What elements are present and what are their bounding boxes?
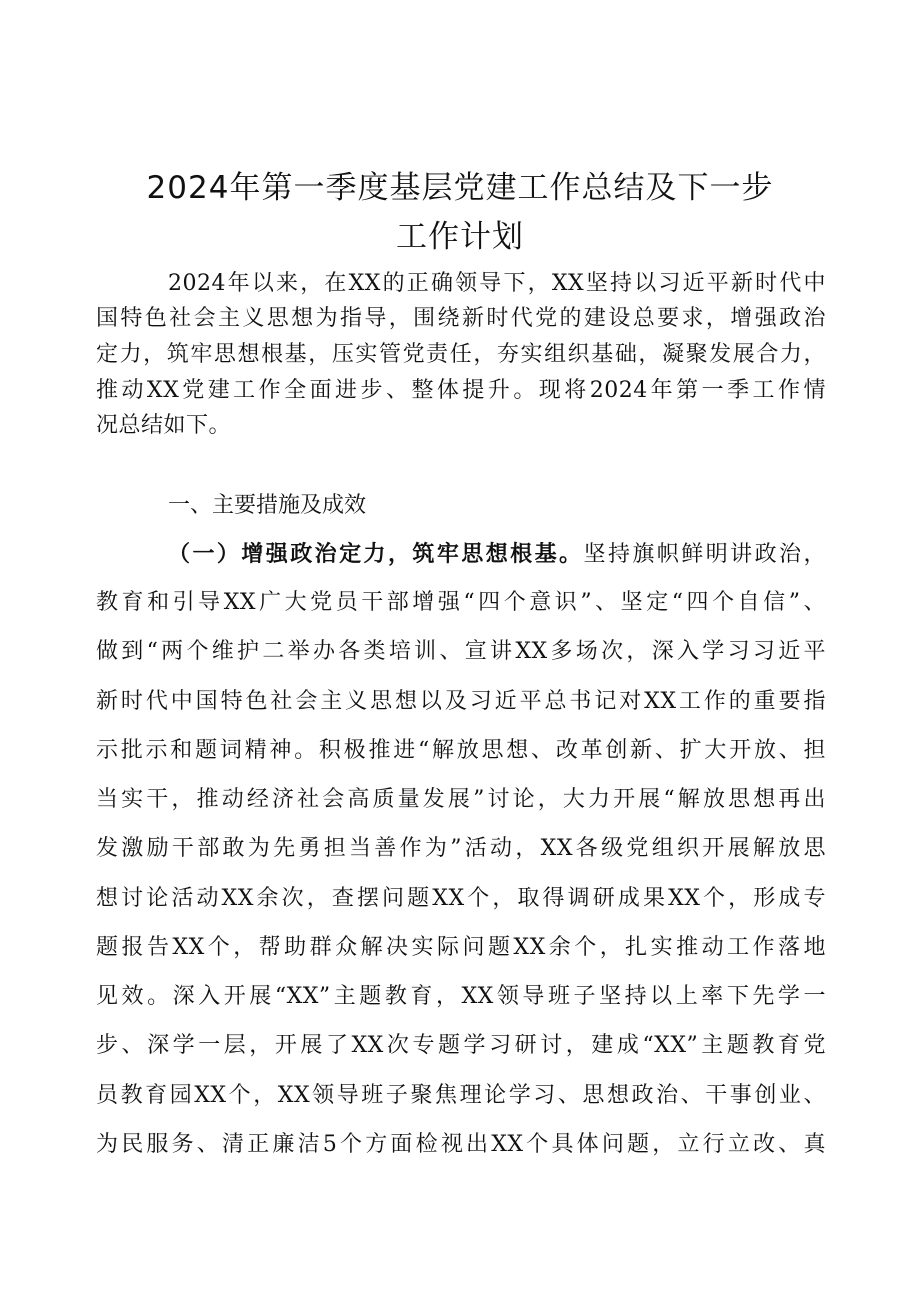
body-line: 员教育园XX个，XX领导班子聚焦理论学习、思想政治、干事创业、	[96, 1083, 826, 1108]
body-line: 示批示和题词精神。积极推进“解放思想、改革创新、扩大开放、担	[96, 738, 826, 763]
body-line: 发激励干部敢为先勇担当善作为”活动，XX各级党组织开展解放思	[96, 836, 826, 861]
subsection-text: 坚持旗帜鲜明讲政治，	[583, 542, 826, 567]
intro-line: 定力，筑牢思想根基，压实管党责任，夯实组织基础，凝聚发展合力，	[96, 342, 826, 367]
section-heading: 一、主要措施及成效	[168, 493, 367, 518]
intro-line: 国特色社会主义思想为指导，围绕新时代党的建设总要求，增强政治	[96, 306, 826, 331]
body-line: 想讨论活动XX余次，查摆问题XX个，取得调研成果XX个，形成专	[96, 886, 826, 911]
document-title-line-2: 工作计划	[396, 219, 524, 255]
body-line: 做到“两个维护二举办各类培训、宣讲XX多场次，深入学习习近平	[96, 639, 826, 664]
intro-line: 推动XX党建工作全面进步、整体提升。现将2024年第一季工作情	[96, 378, 826, 403]
subsection-heading: （一）增强政治定力，筑牢思想根基。	[168, 541, 584, 567]
body-line: 为民服务、清正廉洁5个方面检视出XX个具体问题，立行立改、真	[96, 1132, 826, 1157]
body-line: 教育和引导XX广大党员干部增强“四个意识”、坚定“四个自信”、	[96, 590, 826, 615]
subsection-first-line	[168, 538, 826, 571]
intro-line: 2024年以来，在XX的正确领导下，XX坚持以习近平新时代中	[168, 271, 826, 296]
body-line: 当实干，推动经济社会高质量发展”讨论，大力开展“解放思想再出	[96, 787, 826, 812]
body-line: 新时代中国特色社会主义思想以及习近平总书记对XX工作的重要指	[96, 689, 826, 714]
body-line: 题报告XX个，帮助群众解决实际问题XX余个，扎实推动工作落地	[96, 935, 826, 960]
intro-line: 况总结如下。	[96, 413, 232, 438]
body-line: 步、深学一层，开展了XX次专题学习研讨，建成“XX”主题教育党	[96, 1033, 826, 1058]
document-title-line-1: 2024年第一季度基层党建工作总结及下一步	[146, 170, 774, 206]
body-line: 见效。深入开展“XX”主题教育，XX领导班子坚持以上率下先学一	[96, 984, 826, 1009]
